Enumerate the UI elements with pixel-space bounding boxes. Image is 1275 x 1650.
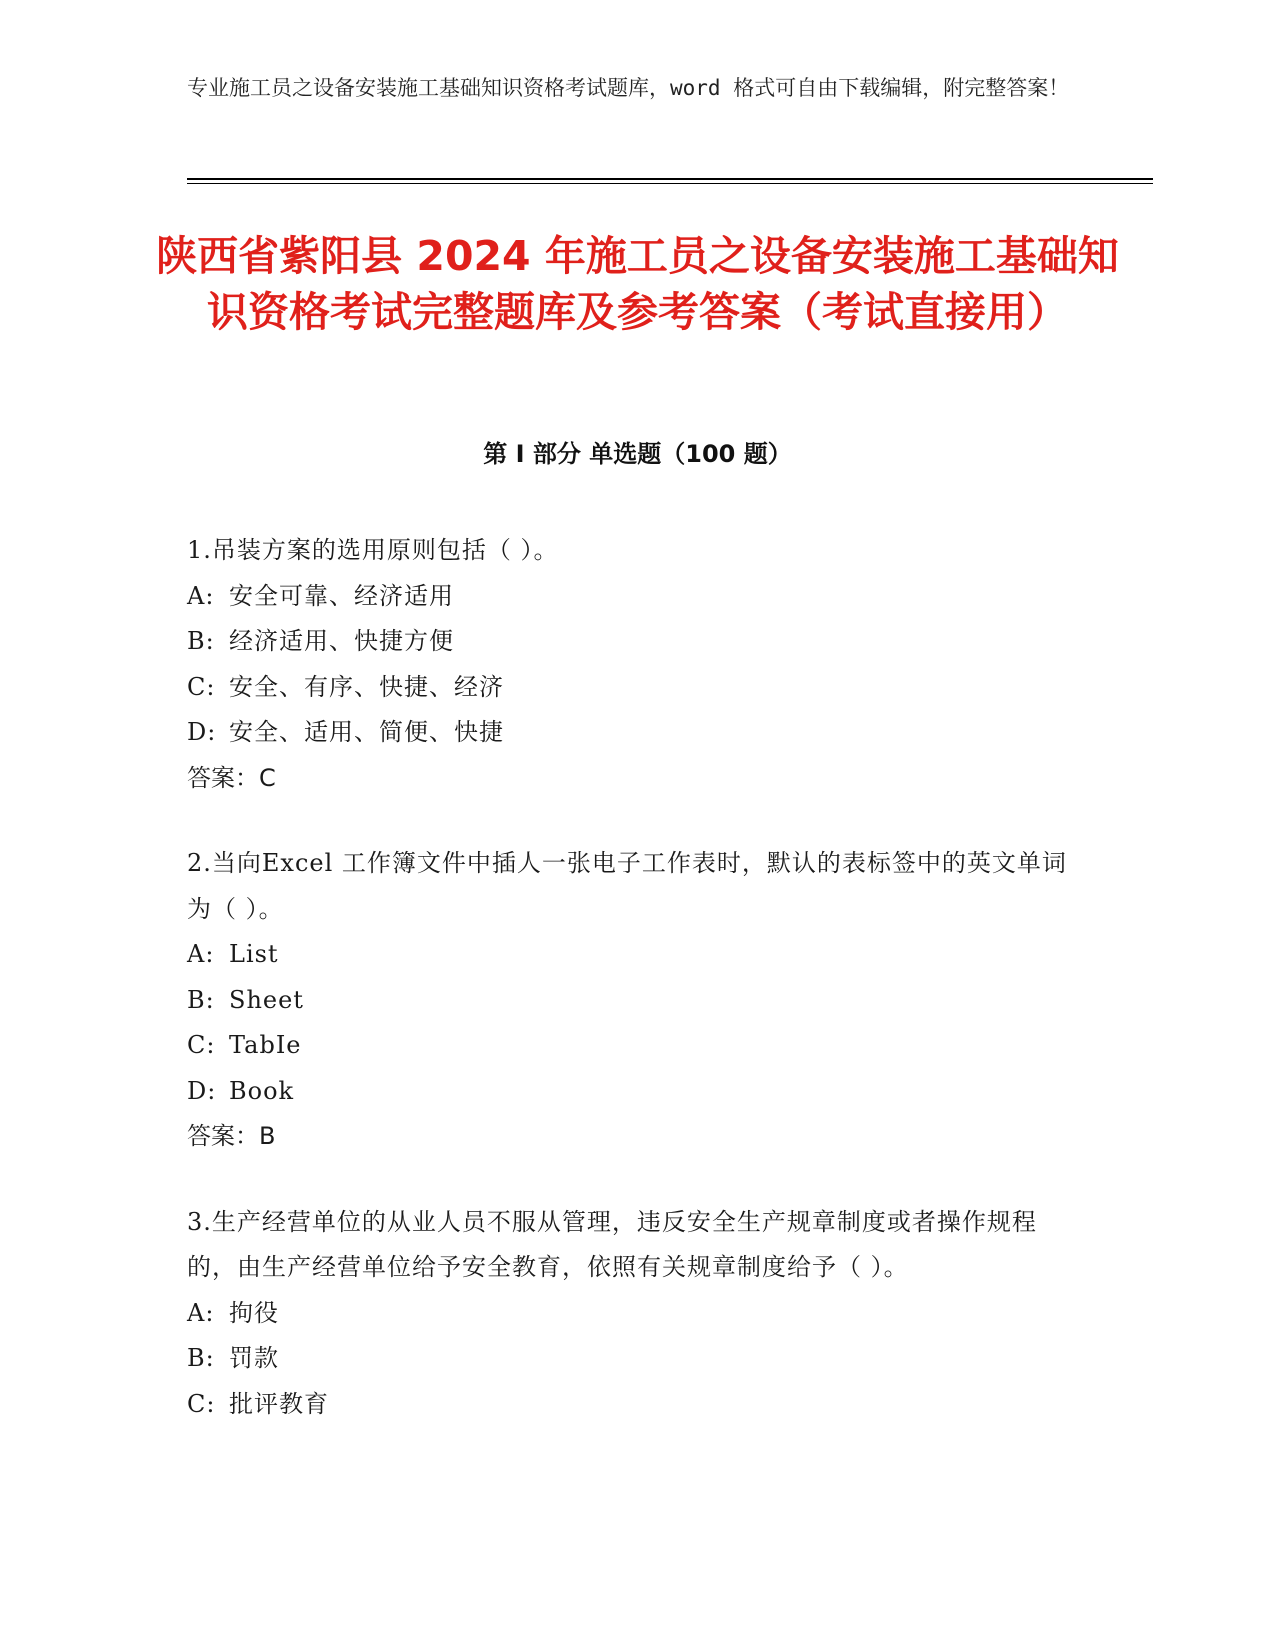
header-divider-thick bbox=[187, 178, 1153, 180]
option-b bbox=[187, 1336, 1067, 1382]
answer-line: 答案：B bbox=[187, 1122, 276, 1150]
option-d bbox=[187, 710, 1067, 756]
option-label: C: bbox=[187, 1031, 216, 1059]
question-1 bbox=[187, 528, 1067, 801]
option-b bbox=[187, 619, 1067, 665]
question-stem: 1.吊装方案的选用原则包括（ ）。 bbox=[187, 536, 559, 564]
question-list bbox=[187, 528, 1067, 1467]
section-title: 第 I 部分 单选题（100 题） bbox=[483, 440, 792, 468]
option-text: List bbox=[229, 940, 279, 968]
option-text: 安全、适用、简便、快捷 bbox=[229, 718, 504, 746]
option-text: 安全、有序、快捷、经济 bbox=[229, 672, 504, 701]
option-label: A: bbox=[187, 940, 215, 968]
question-stem: 3.生产经营单位的从业人员不服从管理，违反安全生产规章制度或者操作规程的，由生产经营单位给予安全教育，依照有关规章制度给予（ ）。 bbox=[187, 1207, 1037, 1281]
option-c bbox=[187, 1023, 1067, 1069]
document-title: 陕西省紫阳县 2024 年施工员之设备安装施工基础知识资格考试完整题库及参考答案（考试直接用） bbox=[156, 232, 1119, 336]
option-d bbox=[187, 1069, 1067, 1115]
option-a bbox=[187, 932, 1067, 978]
answer-line: 答案：C bbox=[187, 763, 276, 792]
option-label: C: bbox=[187, 672, 216, 701]
question-3 bbox=[187, 1200, 1067, 1428]
header-divider-thin bbox=[187, 183, 1153, 184]
option-c bbox=[187, 665, 1067, 711]
option-text: 安全可靠、经济适用 bbox=[229, 581, 454, 610]
option-label: A: bbox=[187, 1298, 215, 1327]
question-stem: 2.当向Excel 工作簿文件中插人一张电子工作表时，默认的表标签中的英文单词为（ ）。 bbox=[187, 849, 1067, 923]
option-label: B: bbox=[187, 985, 215, 1014]
option-label: C: bbox=[187, 1389, 216, 1418]
option-text: TabIe bbox=[229, 1031, 302, 1059]
option-label: D: bbox=[187, 1076, 217, 1105]
option-text: 批评教育 bbox=[229, 1389, 329, 1418]
option-b bbox=[187, 978, 1067, 1024]
header-note: 专业施工员之设备安装施工基础知识资格考试题库，word 格式可自由下载编辑，附完整答案！ bbox=[187, 76, 1070, 100]
question-2 bbox=[187, 841, 1067, 1160]
option-label: B: bbox=[187, 627, 215, 655]
option-label: D: bbox=[187, 718, 217, 746]
option-text: Book bbox=[229, 1076, 295, 1105]
option-text: 经济适用、快捷方便 bbox=[229, 627, 454, 655]
option-text: Sheet bbox=[229, 985, 304, 1014]
option-text: 罚款 bbox=[229, 1344, 279, 1372]
option-label: B: bbox=[187, 1344, 215, 1372]
option-text: 拘役 bbox=[229, 1298, 279, 1327]
option-a bbox=[187, 574, 1067, 620]
option-label: A: bbox=[187, 581, 215, 610]
option-a bbox=[187, 1291, 1067, 1337]
option-c bbox=[187, 1382, 1067, 1428]
